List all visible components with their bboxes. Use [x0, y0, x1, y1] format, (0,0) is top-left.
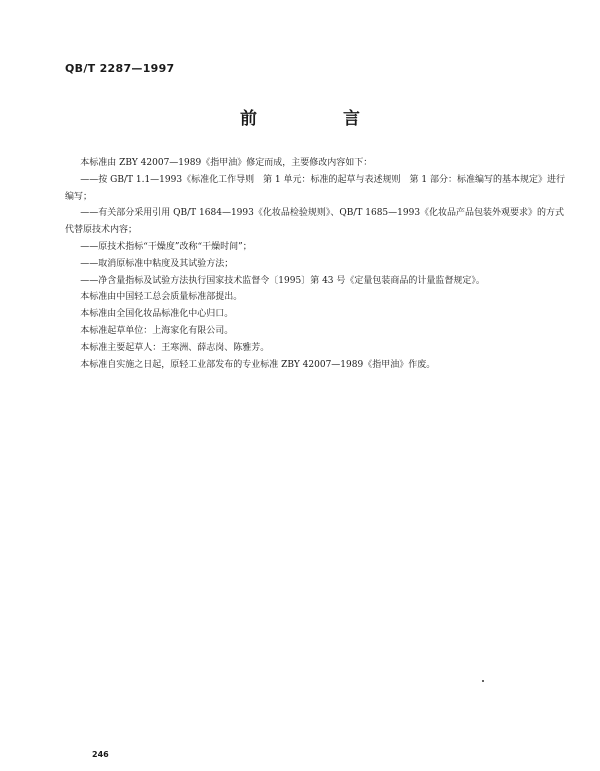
paragraph-drafting-unit: 本标准起草单位：上海家化有限公司。: [80, 325, 234, 336]
scan-dot: [482, 680, 484, 682]
paragraph-centralized-by: 本标准由全国化妆品标准化中心归口。: [80, 309, 234, 320]
paragraph-item-net-content: ——净含量指标及试验方法执行国家技术监督令〔1995〕第 43 号《定量包装商品的计量监督规定》。: [80, 275, 485, 286]
paragraph-item-qbt: ——有关部分采用引用 QB/T 1684—1993《化妆品检验规则》、QB/T 1685—1993《化妆品产品包装外观要求》的方式代替原技术内容；: [65, 208, 565, 236]
paragraph-item-drying: ——原技术指标“干燥度”改称“干燥时间”；: [80, 241, 252, 252]
foreword-body: [65, 155, 565, 373]
page-title: 前 言: [240, 109, 400, 129]
paragraph-proposed-by: 本标准由中国轻工总会质量标准部提出。: [80, 292, 243, 303]
page-number: 246: [92, 750, 109, 759]
paragraph-intro: 本标准由 ZBY 42007—1989《指甲油》修定而成，主要修改内容如下：: [80, 158, 373, 168]
paragraph-supersedes: 本标准自实施之日起，原轻工业部发布的专业标准 ZBY 42007—1989《指甲油》作废。: [80, 359, 436, 370]
standard-code: QB/T 2287—1997: [65, 62, 175, 75]
paragraph-drafters: 本标准主要起草人：王寒洲、薛志岗、陈雅芳。: [80, 342, 270, 353]
paragraph-item-gbt: ——按 GB/T 1.1—1993《标准化工作导则 第 1 单元：标准的起草与表述规则 第 1 部分：标准编写的基本规定》进行编写；: [65, 174, 565, 202]
paragraph-item-viscosity: ——取消原标准中粘度及其试验方法；: [80, 258, 234, 269]
